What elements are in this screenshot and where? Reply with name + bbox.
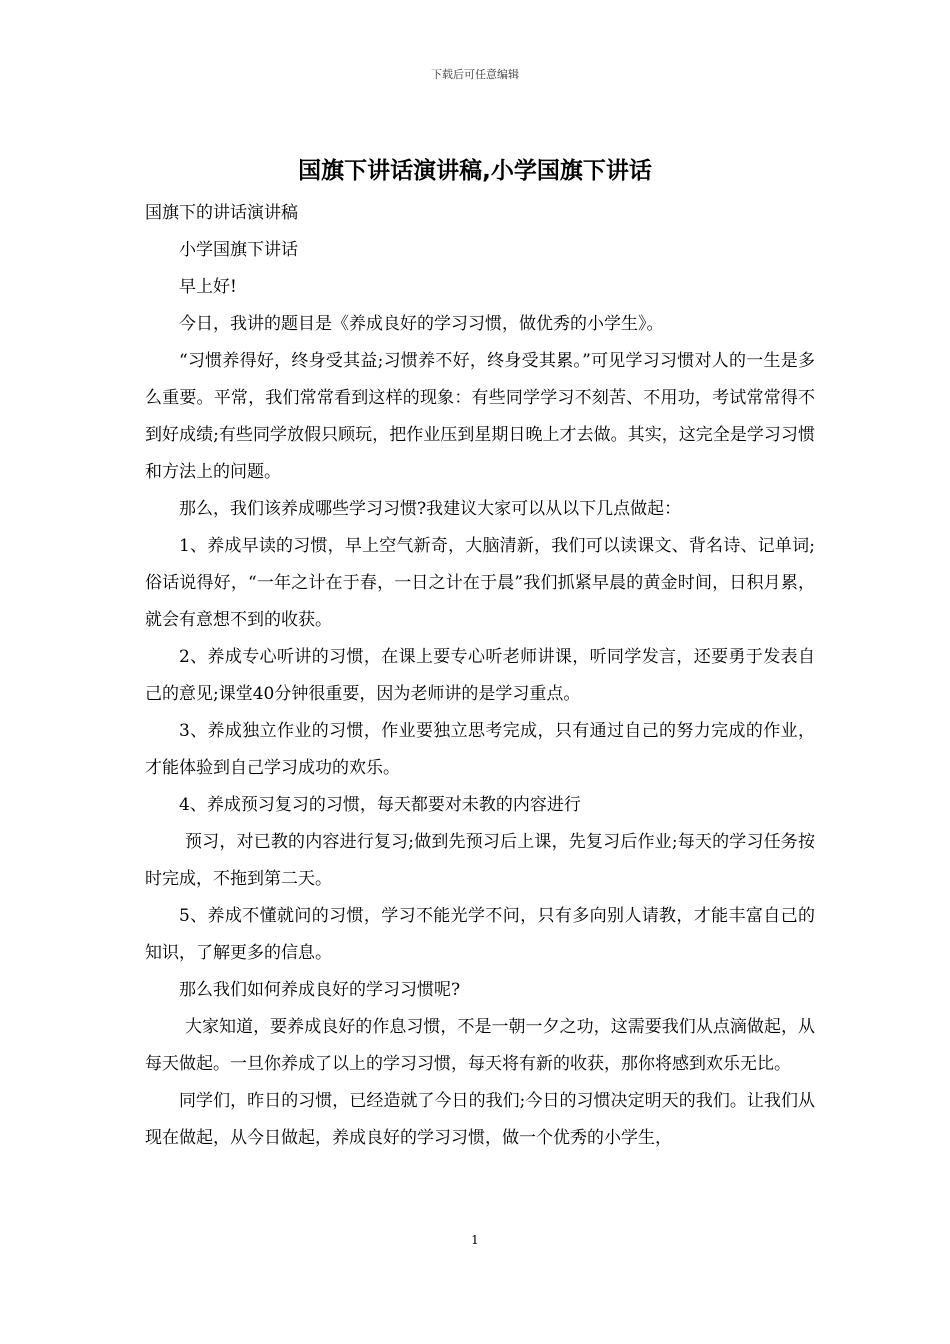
page-number: 1 [471, 1233, 479, 1247]
paragraph-conclusion: 同学们，昨日的习惯，已经造就了今日的我们;今日的习惯决定明天的我们。让我们从现在做起，从今日做起，养成良好的学习习惯，做一个优秀的小学生， [145, 1091, 815, 1148]
paragraph-how: 那么我们如何养成良好的学习习惯呢? [179, 980, 461, 1000]
paragraph-point-5: 5、养成不懂就问的习惯，学习不能光学不问，只有多向别人请教，才能丰富自己的知识，了解更多的信息。 [145, 906, 815, 963]
header-note: 下载后可任意编辑 [431, 68, 519, 81]
document-body [145, 195, 815, 1157]
paragraph-greeting: 早上好! [179, 277, 237, 297]
paragraph-point-4: 4、养成预习复习的习惯，每天都要对未教的内容进行 [179, 795, 581, 815]
document-title: 国旗下讲话演讲稿,小学国旗下讲话 [298, 158, 652, 184]
paragraph-point-2: 2、养成专心听讲的习惯，在课上要专心听老师讲课，听同学发言，还要勇于发表自己的意见;课堂40分钟很重要，因为老师讲的是学习重点。 [145, 647, 815, 704]
paragraph-subtitle: 小学国旗下讲话 [179, 240, 298, 260]
paragraph-question: 那么，我们该养成哪些学习习惯?我建议大家可以从以下几点做起： [179, 499, 682, 519]
paragraph-point-3: 3、养成独立作业的习惯，作业要独立思考完成，只有通过自己的努力完成的作业，才能体验到自己学习成功的欢乐。 [145, 721, 815, 778]
paragraph-point-1: 1、养成早读的习惯，早上空气新奇，大脑清新，我们可以读课文、背名诗、记单词;俗话说得好，“一年之计在于春，一日之计在于晨”我们抓紧早晨的黄金时间，日积月累，就会有意想不到的收获。 [145, 536, 815, 630]
paragraph-topic: 今日，我讲的题目是《养成良好的学习习惯，做优秀的小学生》。 [179, 314, 664, 334]
paragraph-heading: 国旗下的讲话演讲稿 [145, 203, 298, 223]
paragraph-point-4-continued: 预习，对已教的内容进行复习;做到先预习后上课，先复习后作业;每天的学习任务按时完成，不拖到第二天。 [145, 832, 815, 889]
paragraph-intro: “习惯养得好，终身受其益;习惯养不好，终身受其累。”可见学习习惯对人的一生是多么重要。平常，我们常常看到这样的现象：有些同学学习不刻苦、不用功，考试常常得不到好成绩;有些同学放假只顾玩，把作业压到星期日晚上才去做。其实，这完全是学习习惯和方法上的问题。 [145, 351, 815, 482]
paragraph-explanation: 大家知道，要养成良好的作息习惯，不是一朝一夕之功，这需要我们从点滴做起，从每天做起。一旦你养成了以上的学习习惯，每天将有新的收获，那你将感到欢乐无比。 [145, 1017, 815, 1074]
